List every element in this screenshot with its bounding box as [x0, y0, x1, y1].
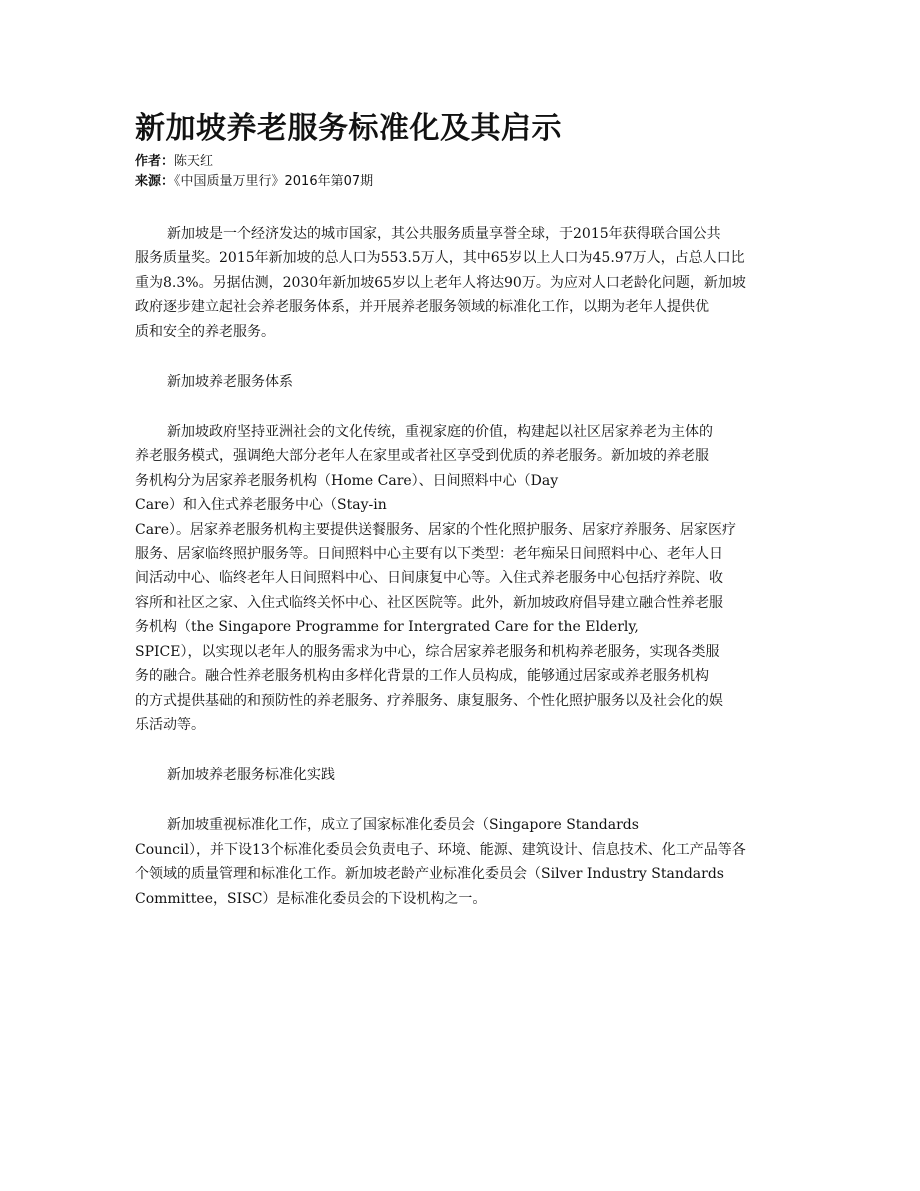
text-line: 新加坡政府坚持亚洲社会的文化传统，重视家庭的价值，构建起以社区居家养老为主体的: [167, 424, 713, 441]
text-line: 务机构分为居家养老服务机构（Home Care）、日间照料中心（Day: [135, 472, 559, 489]
text-line: 乐活动等。: [135, 716, 205, 733]
text-line: Committee，SISC）是标准化委员会的下设机构之一。: [135, 890, 487, 907]
text-line: Council），并下设13个标准化委员会负责电子、环境、能源、建筑设计、信息技术、化工产品等各: [135, 841, 746, 858]
author-name: 陈天红: [174, 154, 214, 169]
text-line: 新加坡重视标准化工作，成立了国家标准化委员会（Singapore Standards: [167, 817, 639, 834]
text-line: 个领域的质量管理和标准化工作。新加坡老龄产业标准化委员会（Silver Industry Standards: [135, 866, 724, 883]
section-heading-system: 新加坡养老服务体系: [167, 374, 293, 391]
source-name: 《中国质量万里行》2016年第07期: [174, 174, 374, 189]
source-line: [135, 172, 787, 192]
text-line: 务的融合。融合性养老服务机构由多样化背景的工作人员构成，能够通过居家或养老服务机构: [135, 668, 709, 685]
section-heading-standardization: 新加坡养老服务标准化实践: [167, 767, 335, 784]
article-title: 新加坡养老服务标准化及其启示: [135, 111, 562, 146]
text-line: 新加坡是一个经济发达的城市国家，其公共服务质量享誉全球，于2015年获得联合国公共: [167, 226, 721, 242]
spacer: [135, 737, 787, 763]
spacer: [135, 787, 787, 813]
text-line: 重为8.3%。另据估测，2030年新加坡65岁以上老年人将达90万。为应对人口老龄化问题，新加坡: [135, 274, 746, 291]
text-line: 服务、居家临终照护服务等。日间照料中心主要有以下类型：老年痴呆日间照料中心、老年人日: [135, 546, 723, 563]
text-line: SPICE），以实现以老年人的服务需求为中心，综合居家养老服务和机构养老服务，实现各类服: [135, 643, 720, 660]
text-line: 服务质量奖。2015年新加坡的总人口为553.5万人，其中65岁以上人口为45.97万人，占总人口比: [135, 250, 745, 267]
paragraph-intro: [135, 222, 787, 344]
paragraph-standardization: [135, 813, 787, 911]
text-line: 间活动中心、临终老年人日间照料中心、日间康复中心等。入住式养老服务中心包括疗养院、收: [135, 570, 723, 587]
text-line: 政府逐步建立起社会养老服务体系，并开展养老服务领域的标准化工作，以期为老年人提供优: [135, 299, 709, 316]
text-line: 养老服务模式，强调绝大部分老年人在家里或者社区享受到优质的养老服务。新加坡的养老服: [135, 448, 709, 465]
document-page: [135, 106, 787, 911]
text-line: 务机构（the Singapore Programme for Intergrated Care for the Elderly,: [135, 619, 639, 636]
spacer: [135, 394, 787, 420]
paragraph-system: [135, 420, 787, 737]
author-line: [135, 152, 787, 172]
text-line: 的方式提供基础的和预防性的养老服务、疗养服务、康复服务、个性化照护服务以及社会化的娱: [135, 692, 723, 709]
text-line: 容所和社区之家、入住式临终关怀中心、社区医院等。此外，新加坡政府倡导建立融合性养老服: [135, 594, 723, 611]
spacer: [135, 192, 787, 222]
text-line: Care）。居家养老服务机构主要提供送餐服务、居家的个性化照护服务、居家疗养服务、居家医疗: [135, 521, 737, 538]
article-meta: [135, 152, 787, 192]
text-line: 质和安全的养老服务。: [135, 323, 275, 340]
source-label: 来源：: [135, 174, 175, 189]
author-label: 作者：: [135, 154, 175, 169]
spacer: [135, 344, 787, 370]
text-line: Care）和入住式养老服务中心（Stay-in: [135, 497, 387, 514]
